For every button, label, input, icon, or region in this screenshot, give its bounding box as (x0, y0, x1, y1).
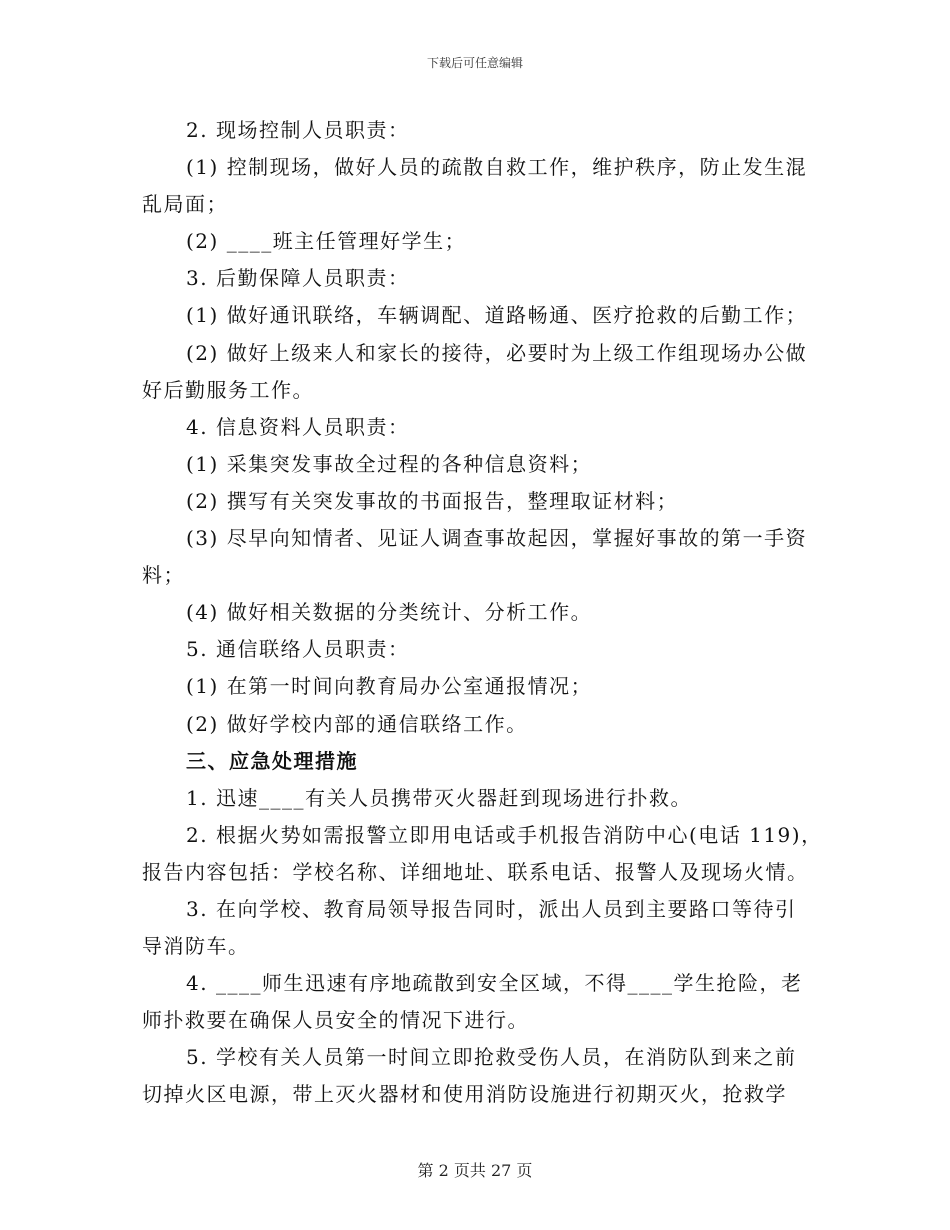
paragraph-line: 2. 根据火势如需报警立即用电话或手机报告消防中心(电话 119)， (186, 822, 823, 847)
paragraph-line: (2) ____班主任管理好学生； (186, 229, 467, 254)
section-heading: 5. 通信联络人员职责： (186, 637, 410, 662)
paragraph-line: (1) 在第一时间向教育局办公室通报情况； (186, 674, 593, 699)
paragraph-line: 5. 学校有关人员第一时间立即抢救受伤人员，在消防队到来之前 (186, 1045, 797, 1070)
paragraph-line: 切掉火区电源，带上灭火器材和使用消防设施进行初期灭火，抢救学 (142, 1082, 787, 1107)
paragraph-line: (4) 做好相关数据的分类统计、分析工作。 (186, 600, 593, 625)
paragraph-line: 4. ____师生迅速有序地疏散到安全区域，不得____学生抢险，老 (186, 971, 803, 996)
paragraph-line: (1) 做好通讯联络，车辆调配、道路畅通、医疗抢救的后勤工作； (186, 303, 808, 328)
page-number: 第 2 页共 27 页 (417, 1161, 533, 1180)
paragraph-line: 好后勤服务工作。 (142, 377, 314, 402)
section-heading: 4. 信息资料人员职责： (186, 414, 410, 439)
paragraph-line: 师扑救要在确保人员安全的情况下进行。 (142, 1008, 529, 1033)
paragraph-line: 报告内容包括：学校名称、详细地址、联系电话、报警人及现场火情。 (142, 859, 809, 884)
header-note: 下载后可任意编辑 (426, 56, 523, 70)
section-heading: 2. 现场控制人员职责： (186, 118, 410, 142)
chapter-heading: 三、应急处理措施 (186, 748, 358, 773)
paragraph-line: 3. 在向学校、教育局领导报告同时，派出人员到主要路口等待引 (186, 896, 797, 921)
paragraph-line: 导消防车。 (142, 934, 250, 959)
paragraph-line: (1) 控制现场，做好人员的疏散自救工作，维护秩序，防止发生混 (186, 155, 808, 180)
paragraph-line: (2) 撰写有关突发事故的书面报告，整理取证材料； (186, 488, 679, 513)
paragraph-line: 乱局面； (142, 192, 228, 217)
section-heading: 3. 后勤保障人员职责： (186, 266, 410, 291)
paragraph-line: 料； (142, 563, 185, 588)
paragraph-line: (1) 采集突发事故全过程的各种信息资料； (186, 451, 593, 476)
paragraph-line: (2) 做好学校内部的通信联络工作。 (186, 711, 528, 736)
paragraph-line: (3) 尽早向知情者、见证人调查事故起因，掌握好事故的第一手资 (186, 526, 808, 551)
paragraph-line: 1. 迅速____有关人员携带灭火器赶到现场进行扑救。 (186, 785, 692, 810)
body-text (142, 112, 823, 1114)
paragraph-line: (2) 做好上级来人和家长的接待，必要时为上级工作组现场办公做 (186, 340, 808, 365)
